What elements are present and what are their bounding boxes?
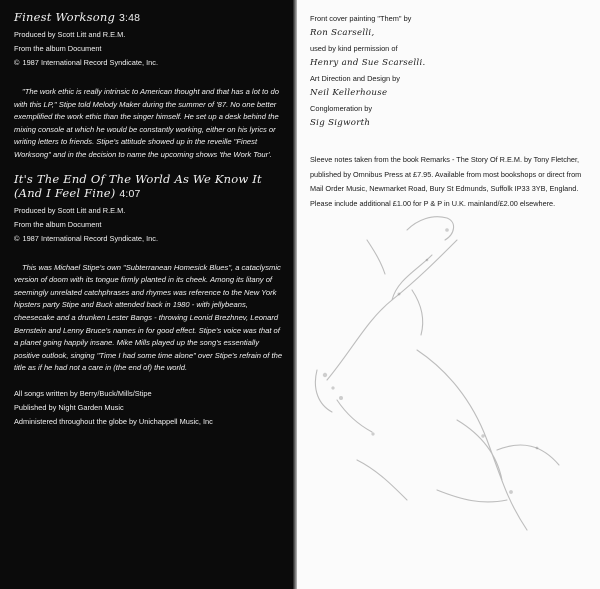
song-end-of-the-world	[14, 172, 286, 375]
producer-credit: Produced by Scott Litt and R.E.M.	[14, 30, 126, 39]
copyright-line	[14, 234, 286, 244]
song-title-text: Finest Worksong	[14, 10, 116, 24]
song-duration: 4:07	[119, 187, 141, 200]
album-source: From the album Document	[14, 219, 102, 229]
conglomeration-credit: Conglomeration by	[310, 104, 373, 113]
copyright-line	[14, 58, 286, 68]
song-finest-worksong	[14, 10, 286, 162]
right-content	[310, 14, 592, 218]
writers-credit: All songs written by Berry/Buck/Mills/Stipe	[14, 388, 152, 398]
painter-name: Ron Scarselli,	[310, 28, 375, 38]
sleeve-notes-source: Sleeve notes taken from the book Remarks - The Story Of R.E.M. by Tony Fletcher, published by Omnibus Press at £7.95. Available from most bookshops or direct from Mail Order Music, Newmarket Road, Bury St Edmunds, Suffolk IP33 3YB, England. Please include additional £1.00 for P & P in U.K. mainland/£2.00 elsewhere.	[310, 155, 582, 208]
song-title	[14, 172, 286, 200]
copyright-icon: ©	[14, 233, 20, 243]
sleeve-essay: This was Michael Stipe's own "Subterranean Homesick Blues", a cataclysmic version of doom with its tongue firmly planted in its cheek. Among its litany of seemingly unrelated catchphrases and rhymes was reference to the New York hipsters party Stipe and Buck attended back in 1980 - with jellybeans, cheesecake and a drunken Lester Bangs - throwing Leonid Brezhnev, Leonard Bernstein and Lenny Bruce's names in for good effect. Stipe's voice was that of a planet going happily insane. Mike Mills played up the song's essentially positive outlook, singing "Time I had some time alone" over Stipe's refrain of the title as if he had not a care in (the end of) the world.	[14, 262, 283, 373]
publishing-credits	[14, 389, 286, 427]
left-content	[14, 10, 286, 431]
right-panel	[297, 0, 600, 589]
left-panel	[0, 0, 293, 589]
copyright-text: 1987 International Record Syndicate, Inc.	[22, 58, 159, 67]
conglomerator-name: Sig Sigworth	[310, 118, 371, 128]
cover-painting-credit: Front cover painting "Them" by	[310, 14, 412, 23]
song-title-text: It's The End Of The World As We Know It (And I Feel Fine)	[14, 171, 262, 200]
permission-credit: used by kind permission of	[310, 44, 398, 53]
copyright-text: 1987 International Record Syndicate, Inc.	[22, 233, 159, 243]
album-source: From the album Document	[14, 44, 102, 53]
art-direction-credit: Art Direction and Design by	[310, 74, 400, 83]
song-duration: 3:48	[118, 12, 141, 24]
publisher-credit: Published by Night Garden Music	[14, 402, 124, 412]
producer-credit: Produced by Scott Litt and R.E.M.	[14, 205, 126, 215]
permission-names: Henry and Sue Scarselli.	[310, 58, 426, 68]
faint-painting-sketch	[297, 200, 600, 589]
song-title	[14, 10, 286, 24]
administration-credit: Administered throughout the globe by Unichappell Music, Inc	[14, 416, 213, 426]
copyright-icon: ©	[14, 58, 20, 67]
sleeve-essay: "The work ethic is really intrinsic to American thought and that has a lot to do with this LP," Stipe told Melody Maker during the summer of '87. No one better exemplified the work ethic than the singer himself. He set up a desk behind the mixing console at which he would be constantly working, either on his lyrics or writing letters to friends. Stipe's attitude showed up in the reveille "Finest Worksong" and in the decision to name the upcoming shows 'the Work Tour'.	[14, 87, 279, 159]
designer-name: Neil Kellerhouse	[310, 88, 388, 98]
